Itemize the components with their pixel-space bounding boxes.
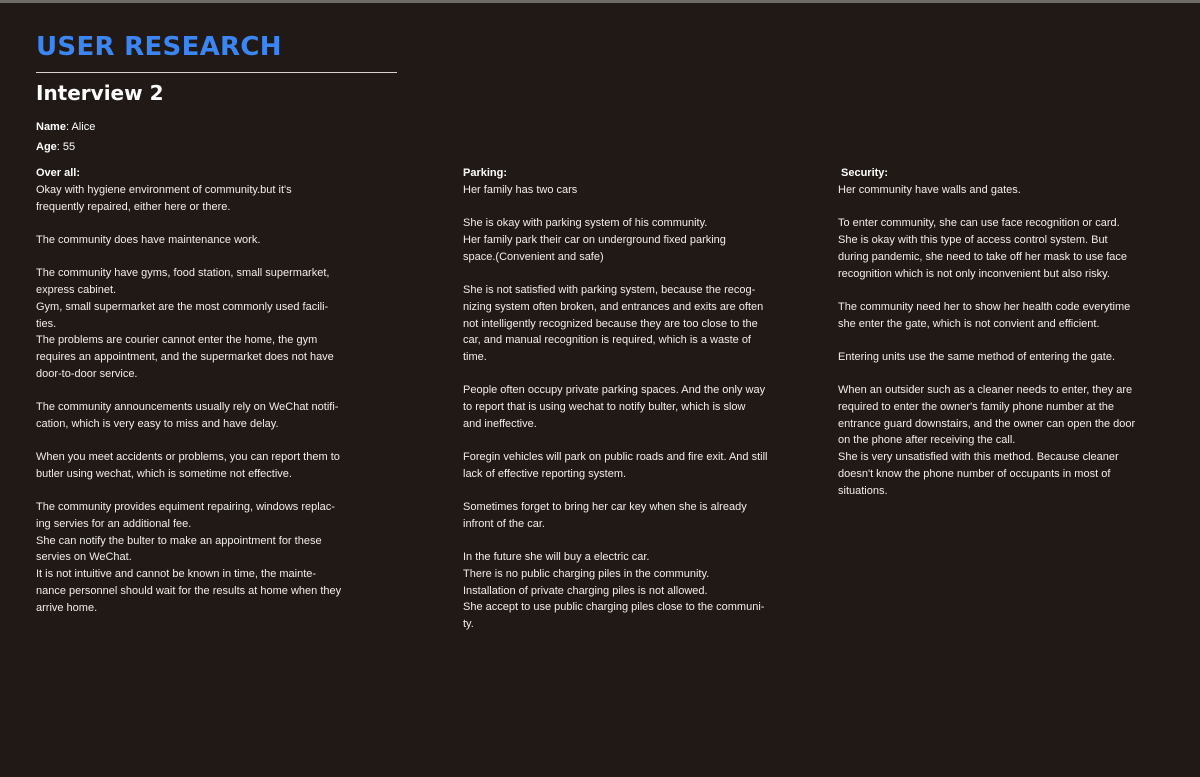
interview-title: Interview 2 bbox=[36, 81, 164, 105]
name-label: Name bbox=[36, 121, 66, 133]
paragraph: In the future she will buy a electric car. There is no public charging piles in the community. Installation of private charging piles is not allowed. She accept to use public charging piles close to the communi- ty. bbox=[463, 551, 765, 631]
column-overall bbox=[36, 165, 381, 633]
column-security bbox=[838, 165, 1168, 516]
paragraph: Okay with hygiene environment of community.but it's frequently repaired, either here or there. bbox=[36, 184, 292, 213]
paragraph: She is not satisfied with parking system, because the recog- nizing system often broken, and entrances and exits are often not intelligently recognized because they are too close to the car, and manual recognition is required, which is a waste of time. bbox=[463, 284, 764, 363]
name-value: : Alice bbox=[65, 121, 96, 133]
paragraph: When an outsider such as a cleaner needs to enter, they are required to enter the owner's family phone number at the entrance guard downstairs, and the owner can open the door on the phone after receiving the call. She is very unsatisfied with this method. Because cleaner doesn't know the phone number of occupants in most of situations. bbox=[838, 384, 1136, 497]
paragraph: The community need her to show her health code everytime she enter the gate, which is not convient and efficient. bbox=[838, 300, 1131, 330]
paragraph: Foregin vehicles will park on public roads and fire exit. And still lack of effective reporting system. bbox=[463, 451, 768, 480]
age-value: : 55 bbox=[56, 141, 76, 153]
paragraph: She is okay with parking system of his community. Her family park their car on underground fixed parking space.(Convenient and safe) bbox=[463, 217, 726, 263]
page-title: USER RESEARCH bbox=[36, 32, 282, 62]
title-divider bbox=[36, 72, 397, 73]
column-title-overall: Over all: bbox=[36, 167, 81, 179]
profile-age bbox=[36, 139, 75, 155]
paragraph: The community does have maintenance work. bbox=[36, 234, 261, 247]
column-title-parking: Parking: bbox=[463, 167, 508, 179]
paragraph: People often occupy private parking spaces. And the only way to report that is using wechat to notify bulter, which is slow and ineffective. bbox=[463, 384, 766, 430]
top-border bbox=[0, 0, 1200, 3]
column-parking bbox=[463, 165, 808, 650]
paragraph: Entering units use the same method of entering the gate. bbox=[838, 350, 1116, 363]
paragraph: To enter community, she can use face recognition or card. She is okay with this type of access control system. But during pandemic, she need to take off her mask to use face recognition which is not only inconvenient but also risky. bbox=[838, 217, 1128, 280]
paragraph: The community have gyms, food station, small supermarket, express cabinet. Gym, small supermarket are the most commonly used facili- ties. The problems are courier cannot enter the home, the gym requires an appointment, and the supermarket does not have door-to-door service. bbox=[36, 267, 334, 380]
paragraph: Her community have walls and gates. bbox=[838, 184, 1021, 196]
column-title-security: Security: bbox=[841, 167, 889, 179]
age-label: Age bbox=[36, 141, 57, 153]
paragraph: When you meet accidents or problems, you can report them to butler using wechat, which is sometime not effective. bbox=[36, 451, 340, 480]
paragraph: Sometimes forget to bring her car key when she is already infront of the car. bbox=[463, 501, 747, 530]
profile-name bbox=[36, 119, 95, 135]
paragraph: The community announcements usually rely on WeChat notifi- cation, which is very easy to miss and have delay. bbox=[36, 401, 339, 430]
paragraph: Her family has two cars bbox=[463, 184, 578, 196]
paragraph: The community provides equiment repairing, windows replac- ing servies for an additional fee. She can notify the bulter to make an appointment for these servies on WeChat. It is not intuitive and cannot be known in time, the mainte- nance personnel should wait for the results at home when they arrive home. bbox=[36, 501, 342, 614]
